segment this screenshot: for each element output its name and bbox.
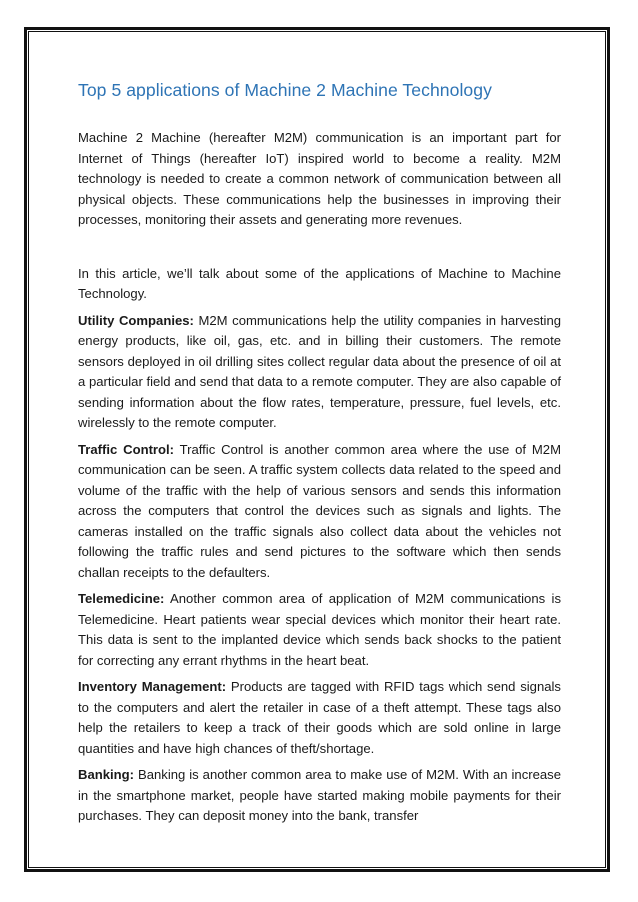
- section-term: Banking:: [78, 767, 135, 782]
- section-term: Traffic Control:: [78, 441, 175, 457]
- section-text: M2M communications help the utility companies in harvesting energy products, like oil, gas, etc. and in billing their customers. The remote sensors deployed in oil drilling sites collect regular data about the presence of oil at a particular field and send that data to a remote computer. They are also capable of sending information about the flow rates, temperature, pressure, fuel levels, etc. wirelessly to the remote computer.: [78, 312, 562, 430]
- section-term: Utility Companies:: [78, 312, 194, 328]
- section-banking: [78, 765, 561, 827]
- intro-paragraph: Machine 2 Machine (hereafter M2M) communication is an important part for Internet of Things (hereafter IoT) inspired world to become a reality. M2M technology is needed to create a common network of communication between all physical objects. These communications help the businesses in improving their processes, monitoring their assets and generating more revenues.: [78, 130, 561, 227]
- document-body: [78, 78, 561, 827]
- section-inventory-management: [78, 677, 561, 759]
- section-text: Traffic Control is another common area where the use of M2M communication can be seen. A traffic system collects data related to the speed and volume of the traffic with the help of various sensors and sends this information across the computers that control the devices such as signals and lights. The cameras installed on the traffic signals also collect data about the vehicles not following the traffic rules and send pictures to the software which then sends challan receipts to the defaulters.: [78, 441, 561, 580]
- section-utility-companies: [78, 311, 561, 434]
- section-traffic-control: [78, 440, 561, 584]
- section-term: Telemedicine:: [78, 591, 165, 606]
- section-telemedicine: [78, 589, 561, 671]
- section-text: Banking is another common area to make use of M2M. With an increase in the smartphone market, people have started making mobile payments for their purchases. They can deposit money into the bank, transfer: [78, 767, 561, 823]
- section-term: Inventory Management:: [78, 679, 227, 694]
- lead-paragraph: In this article, we’ll talk about some of the applications of Machine to Machine Technology.: [78, 265, 561, 301]
- article-title: Top 5 applications of Machine 2 Machine Technology: [78, 80, 492, 100]
- section-text: Another common area of application of M2M communications is Telemedicine. Heart patients wear special devices which monitor their heart rate. This data is sent to the implanted device which sends back shocks to the patient for correcting any errant rhythms in the heart beat.: [78, 591, 561, 668]
- section-text: Products are tagged with RFID tags which send signals to the computers and alert the retailer in case of a theft attempt. These tags also help the retailers to keep a track of their goods which are sold online in large quantities and have high chances of theft/shortage.: [78, 679, 561, 756]
